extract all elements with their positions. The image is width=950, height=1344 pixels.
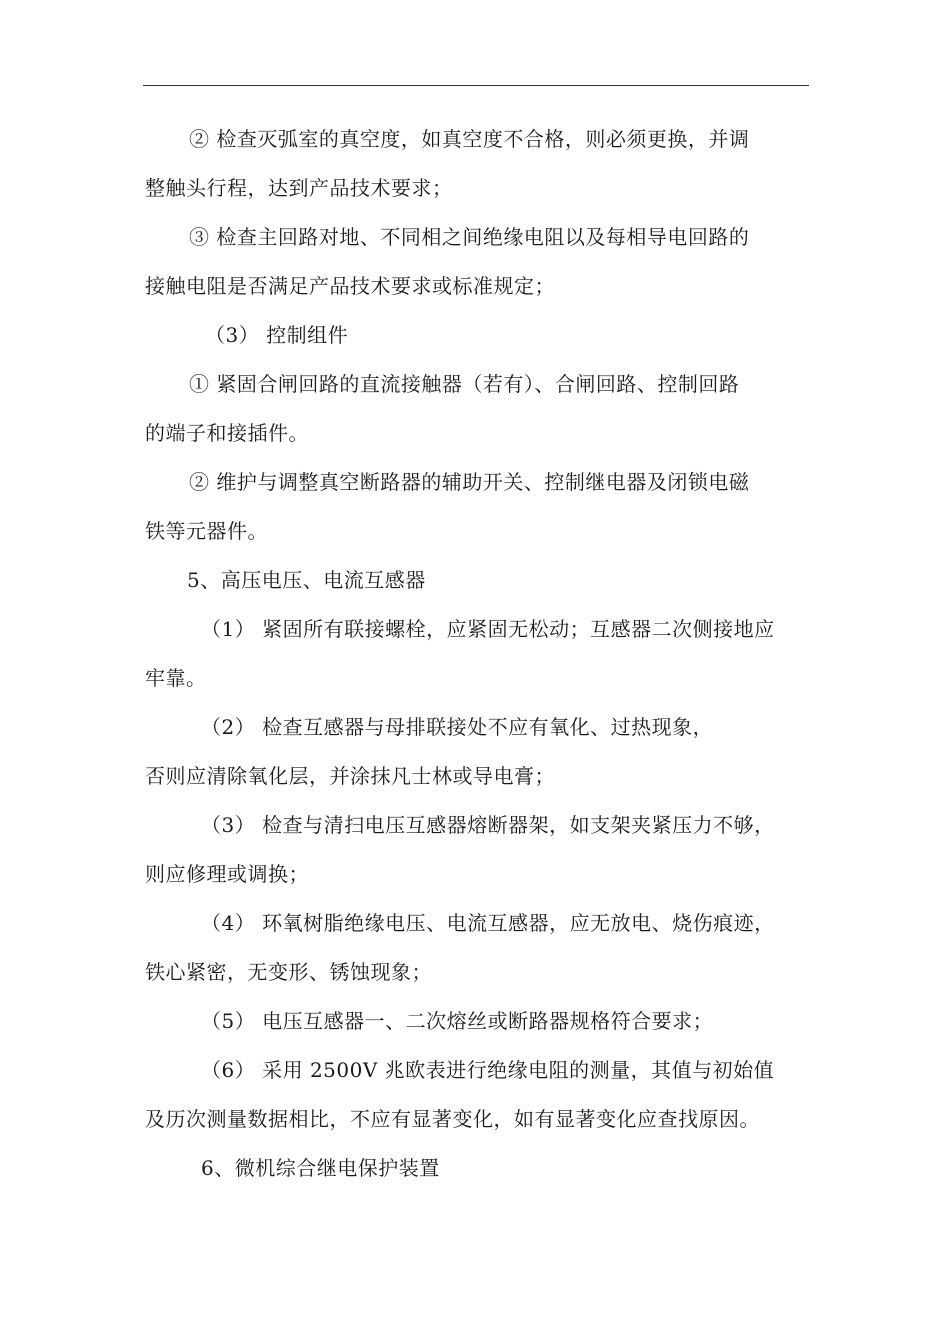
text-line <box>145 997 807 1046</box>
text-line <box>145 1095 807 1144</box>
text-line <box>145 213 807 262</box>
text-line-content: ② 维护与调整真空断路器的辅助开关、控制继电器及闭锁电磁 <box>189 470 750 494</box>
text-line-content: 否则应清除氧化层，并涂抹凡士林或导电膏； <box>145 764 555 788</box>
text-line <box>145 605 807 654</box>
text-line-content: （4） 环氧树脂绝缘电压、电流互感器，应无放电、烧伤痕迹， <box>201 911 775 935</box>
text-line-content: （3） 控制组件 <box>205 323 349 347</box>
text-line <box>145 360 807 409</box>
header-rule <box>143 85 809 86</box>
text-line-content: （1） 紧固所有联接螺栓，应紧固无松动；互感器二次侧接地应 <box>201 617 775 641</box>
text-line-content: （2） 检查互感器与母排联接处不应有氧化、过热现象， <box>201 715 714 739</box>
text-line <box>145 654 807 703</box>
text-line <box>145 556 807 605</box>
text-line-content: ① 紧固合闸回路的直流接触器（若有）、合闸回路、控制回路 <box>189 372 740 396</box>
text-line <box>145 458 807 507</box>
text-line-content: （5） 电压互感器一、二次熔丝或断路器规格符合要求； <box>201 1009 714 1033</box>
text-line-content: ③ 检查主回路对地、不同相之间绝缘电阻以及每相导电回路的 <box>189 225 750 249</box>
text-line-content: （3） 检查与清扫电压互感器熔断器架，如支架夹紧压力不够， <box>201 813 775 837</box>
document-body <box>145 115 807 1193</box>
text-line-content: 6、微机综合继电保护装置 <box>201 1156 440 1180</box>
text-line-content: 5、高压电压、电流互感器 <box>187 568 426 592</box>
text-line-content: 则应修理或调换； <box>145 862 309 886</box>
text-line-content: ② 检查灭弧室的真空度，如真空度不合格，则必须更换，并调 <box>189 127 750 151</box>
text-line <box>145 262 807 311</box>
text-line-content: 牢靠。 <box>145 666 207 690</box>
text-line <box>145 1144 807 1193</box>
text-line <box>145 850 807 899</box>
text-line-content: 整触头行程，达到产品技术要求； <box>145 176 453 200</box>
text-line <box>145 899 807 948</box>
text-line-content: 铁等元器件。 <box>145 519 268 543</box>
text-line <box>145 507 807 556</box>
text-line <box>145 801 807 850</box>
text-line-content: 及历次测量数据相比，不应有显著变化，如有显著变化应查找原因。 <box>145 1107 760 1131</box>
text-line <box>145 948 807 997</box>
text-line <box>145 164 807 213</box>
text-line <box>145 409 807 458</box>
text-line-content: 接触电阻是否满足产品技术要求或标准规定； <box>145 274 555 298</box>
text-line <box>145 115 807 164</box>
text-line-content: 铁心紧密，无变形、锈蚀现象； <box>145 960 432 984</box>
text-line-content: 的端子和接插件。 <box>145 421 309 445</box>
text-line <box>145 1046 807 1095</box>
text-line <box>145 752 807 801</box>
text-line-content: （6） 采用 2500V 兆欧表进行绝缘电阻的测量，其值与初始值 <box>201 1058 775 1082</box>
text-line <box>145 311 807 360</box>
text-line <box>145 703 807 752</box>
